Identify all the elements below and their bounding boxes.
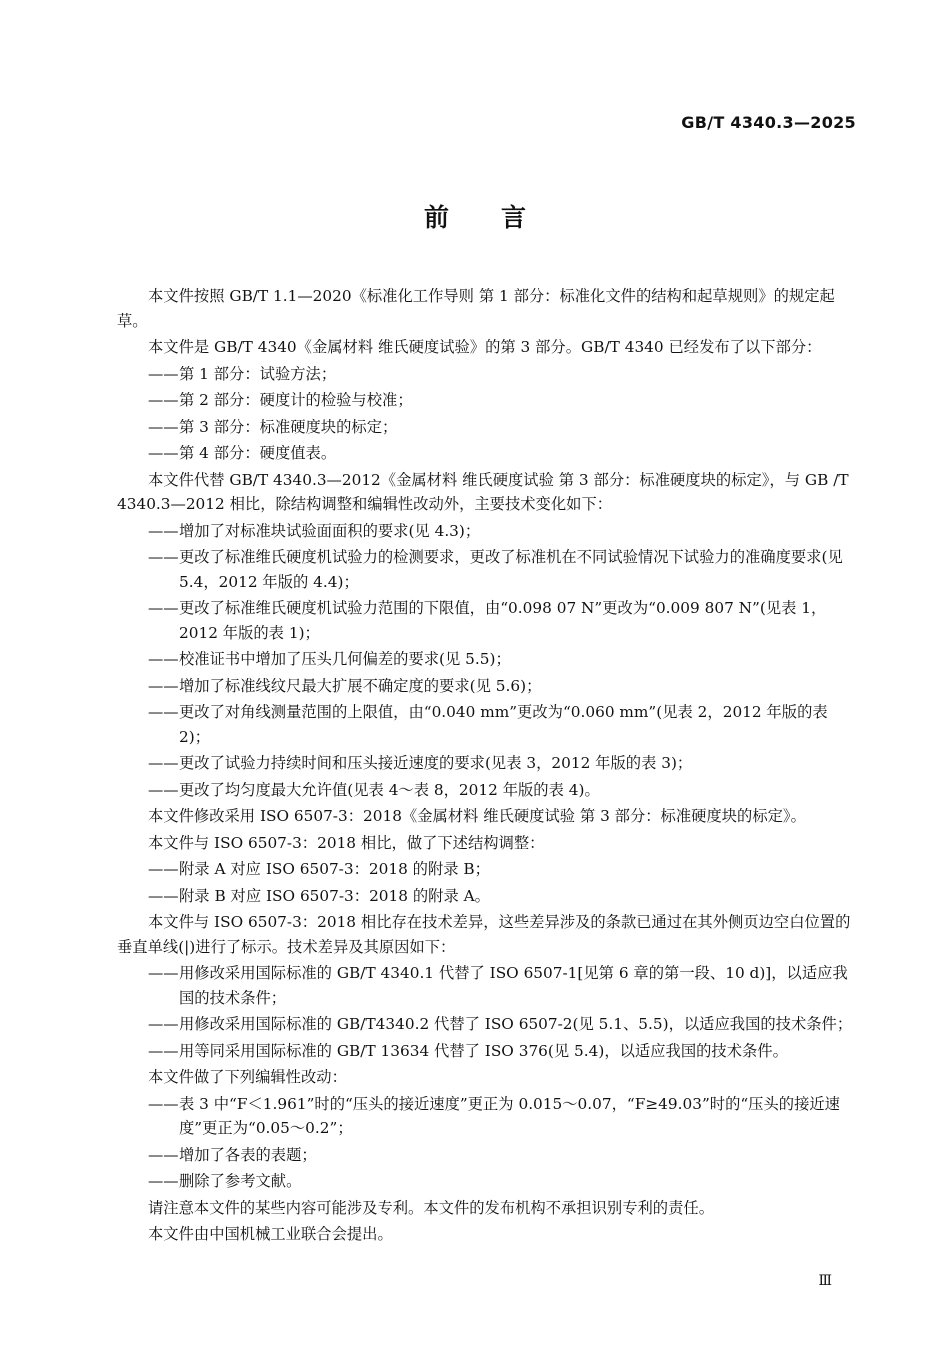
list-dash: —— bbox=[148, 521, 179, 540]
list-item-text: 校准证书中增加了压头几何偏差的要求(见 5.5)； bbox=[179, 650, 511, 668]
list-item bbox=[117, 388, 860, 413]
list-dash: —— bbox=[148, 1145, 179, 1164]
paragraph: 本文件做了下列编辑性改动： bbox=[148, 1068, 347, 1086]
list-item-text: 第 2 部分：硬度计的检验与校准； bbox=[179, 391, 413, 409]
list-item bbox=[117, 1012, 860, 1037]
list-item bbox=[117, 884, 860, 909]
list-item-text: 更改了标准维氏硬度机试验力的检测要求，更改了标准机在不同试验情况下试验力的准确度要求(见 5.4，2012 年版的 4.4)； bbox=[179, 548, 843, 591]
list-item bbox=[117, 647, 860, 672]
list-item-text: 更改了均匀度最大允许值(见表 4～表 8，2012 年版的表 4)。 bbox=[179, 780, 600, 799]
paragraph: 本文件由中国机械工业联合会提出。 bbox=[148, 1225, 393, 1243]
paragraph: 请注意本文件的某些内容可能涉及专利。本文件的发布机构不承担识别专利的责任。 bbox=[148, 1198, 714, 1217]
list-dash: —— bbox=[148, 754, 179, 772]
list-dash: —— bbox=[148, 391, 179, 409]
list-dash: —— bbox=[148, 1094, 179, 1113]
list-item-text: 更改了对角线测量范围的上限值，由“0.040 mm”更改为“0.060 mm”(见表 2，2012 年版的表 2)； bbox=[179, 703, 828, 746]
list-dash: —— bbox=[148, 886, 179, 905]
list-dash: —— bbox=[148, 650, 179, 668]
list-item bbox=[117, 700, 860, 749]
list-dash: —— bbox=[148, 964, 179, 982]
list-dash: —— bbox=[148, 780, 179, 799]
list-dash: —— bbox=[148, 364, 179, 383]
list-item-text: 第 3 部分：标准硬度块的标定； bbox=[179, 417, 398, 436]
list-item bbox=[117, 441, 860, 466]
list-dash: —— bbox=[148, 703, 179, 721]
list-item-text: 用修改采用国际标准的 GB/T 4340.1 代替了 ISO 6507-1[见第 6 章的第一段、10 d)]，以适应我国的技术条件； bbox=[179, 964, 848, 1007]
list-item-text: 更改了试验力持续时间和压头接近速度的要求(见表 3，2012 年版的表 3)； bbox=[179, 754, 693, 772]
foreword-body bbox=[117, 284, 860, 1249]
list-dash: —— bbox=[148, 417, 179, 436]
list-item bbox=[117, 751, 860, 776]
list-dash: —— bbox=[148, 1041, 179, 1060]
list-item-text: 附录 A 对应 ISO 6507-3：2018 的附录 B； bbox=[179, 860, 490, 878]
paragraph: 本文件与 ISO 6507-3：2018 相比，做了下述结构调整： bbox=[148, 833, 545, 852]
list-dash: —— bbox=[148, 548, 179, 566]
list-dash: —— bbox=[148, 1172, 179, 1190]
list-item bbox=[117, 1092, 860, 1141]
list-item-text: 用等同采用国际标准的 GB/T 13634 代替了 ISO 376(见 5.4)，以适应我国的技术条件。 bbox=[179, 1041, 788, 1060]
list-item-text: 第 1 部分：试验方法； bbox=[179, 364, 337, 383]
list-item bbox=[117, 596, 860, 645]
list-item bbox=[117, 674, 860, 699]
list-dash: —— bbox=[148, 444, 179, 462]
list-item bbox=[117, 961, 860, 1010]
page-title: 前言 bbox=[423, 203, 578, 232]
list-item bbox=[117, 857, 860, 882]
list-item-text: 增加了对标准块试验面面积的要求(见 4.3)； bbox=[179, 521, 481, 540]
list-item-text: 增加了各表的表题； bbox=[179, 1145, 317, 1164]
list-item bbox=[117, 778, 860, 803]
paragraph: 本文件按照 GB/T 1.1—2020《标准化工作导则 第 1 部分：标准化文件的结构和起草规则》的规定起草。 bbox=[117, 287, 835, 330]
list-item bbox=[117, 1169, 860, 1194]
paragraph: 本文件代替 GB/T 4340.3—2012《金属材料 维氏硬度试验 第 3 部分：标准硬度块的标定》，与 GB /T 4340.3—2012 相比，除结构调整和编辑性改动外，主要技术变化如下： bbox=[117, 470, 849, 513]
list-item-text: 删除了参考文献。 bbox=[179, 1172, 302, 1190]
list-item-text: 增加了标准线纹尺最大扩展不确定度的要求(见 5.6)； bbox=[179, 676, 542, 695]
list-item bbox=[117, 519, 860, 544]
list-dash: —— bbox=[148, 599, 179, 617]
list-item bbox=[117, 415, 860, 440]
list-item bbox=[117, 1039, 860, 1064]
paragraph: 本文件修改采用 ISO 6507-3：2018《金属材料 维氏硬度试验 第 3 部分：标准硬度块的标定》。 bbox=[148, 807, 806, 825]
list-dash: —— bbox=[148, 860, 179, 878]
list-item-text: 更改了标准维氏硬度机试验力范围的下限值，由“0.098 07 N”更改为“0.009 807 N”(见表 1，2012 年版的表 1)； bbox=[179, 599, 827, 642]
list-item bbox=[117, 545, 860, 594]
list-dash: —— bbox=[148, 1015, 179, 1033]
list-item-text: 表 3 中“F＜1.961”时的“压头的接近速度”更正为 0.015～0.07，“F≥49.03”时的“压头的接近速度”更正为“0.05～0.2”； bbox=[179, 1094, 840, 1137]
page-number: Ⅲ bbox=[818, 1273, 832, 1289]
paragraph: 本文件是 GB/T 4340《金属材料 维氏硬度试验》的第 3 部分。GB/T 4340 已经发布了以下部分： bbox=[148, 338, 822, 356]
paragraph: 本文件与 ISO 6507-3：2018 相比存在技术差异，这些差异涉及的条款已通过在其外侧页边空白位置的垂直单线(|)进行了标示。技术差异及其原因如下： bbox=[117, 913, 851, 956]
list-item-text: 附录 B 对应 ISO 6507-3：2018 的附录 A。 bbox=[179, 886, 490, 905]
list-dash: —— bbox=[148, 676, 179, 695]
list-item-text: 第 4 部分：硬度值表。 bbox=[179, 444, 337, 462]
list-item-text: 用修改采用国际标准的 GB/T4340.2 代替了 ISO 6507-2(见 5.1、5.5)，以适应我国的技术条件； bbox=[179, 1015, 853, 1033]
standard-code-header: GB/T 4340.3—2025 bbox=[681, 113, 856, 132]
list-item bbox=[117, 362, 860, 387]
list-item bbox=[117, 1143, 860, 1168]
